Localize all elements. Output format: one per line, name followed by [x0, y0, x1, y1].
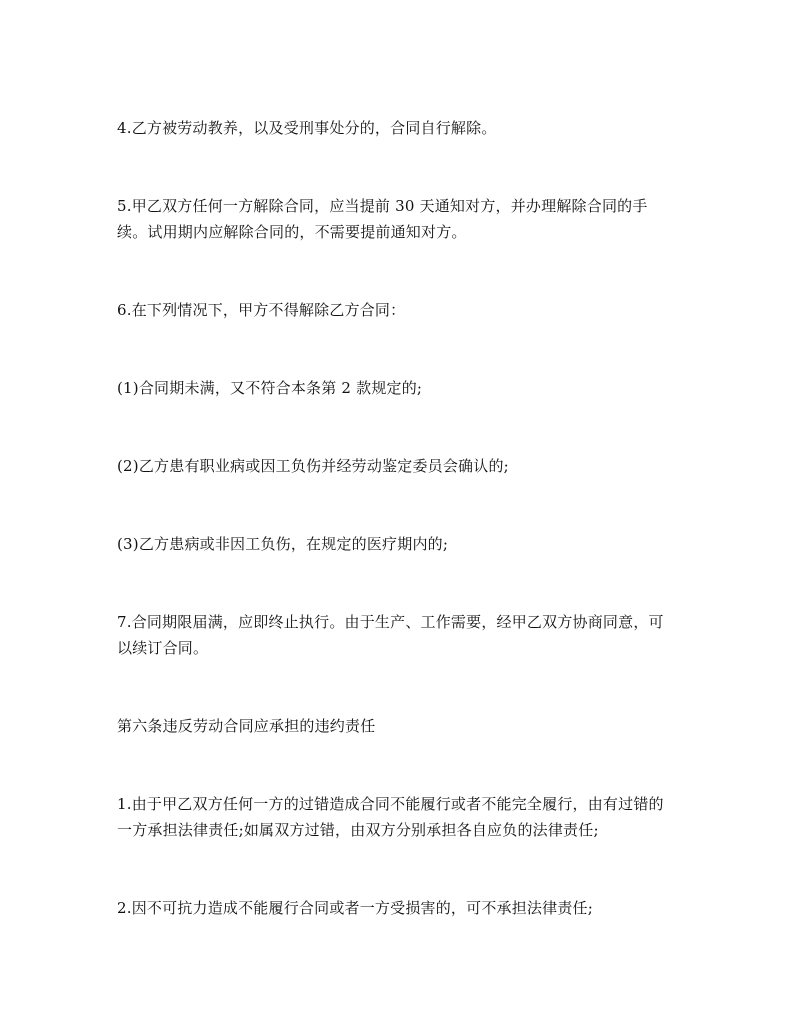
- paragraph-line: 7.合同期限届满，应即终止执行。由于生产、工作需要，经甲乙双方协商同意，可: [117, 613, 664, 631]
- clause-4-paragraph: [117, 115, 687, 141]
- paragraph-line: 6.在下列情况下，甲方不得解除乙方合同：: [117, 301, 406, 319]
- clause-7-paragraph: [117, 609, 687, 661]
- clause-6-item-1-paragraph: [117, 375, 687, 401]
- paragraph-line: (1)合同期未满，又不符合本条第 2 款规定的;: [117, 379, 423, 397]
- paragraph-line: (3)乙方患病或非因工负伤，在规定的医疗期内的;: [117, 535, 449, 553]
- paragraph-line: 4.乙方被劳动教养，以及受刑事处分的，合同自行解除。: [117, 119, 497, 137]
- clause-6-item-2-paragraph: [117, 453, 687, 479]
- clause-6-item-3-paragraph: [117, 531, 687, 557]
- clause-6-paragraph: [117, 297, 687, 323]
- paragraph-line: 一方承担法律责任;如属双方过错，由双方分别承担各自应负的法律责任;: [117, 821, 599, 839]
- paragraph-line: 以续订合同。: [117, 639, 209, 657]
- paragraph-line: 5.甲乙双方任何一方解除合同，应当提前 30 天通知对方，并办理解除合同的手: [117, 197, 648, 215]
- paragraph-line: (2)乙方患有职业病或因工负伤并经劳动鉴定委员会确认的;: [117, 457, 509, 475]
- clause-5-paragraph: [117, 193, 687, 245]
- paragraph-line: 1.由于甲乙双方任何一方的过错造成合同不能履行或者不能完全履行，由有过错的: [117, 795, 664, 813]
- liability-2-paragraph: [117, 895, 687, 921]
- paragraph-line: 2.因不可抗力造成不能履行合同或者一方受损害的，可不承担法律责任;: [117, 899, 593, 917]
- liability-1-paragraph: [117, 791, 687, 843]
- paragraph-line: 续。试用期内应解除合同的，不需要提前通知对方。: [117, 223, 467, 241]
- article-6-heading: [117, 713, 687, 739]
- paragraph-line: 第六条违反劳动合同应承担的违约责任: [117, 717, 376, 735]
